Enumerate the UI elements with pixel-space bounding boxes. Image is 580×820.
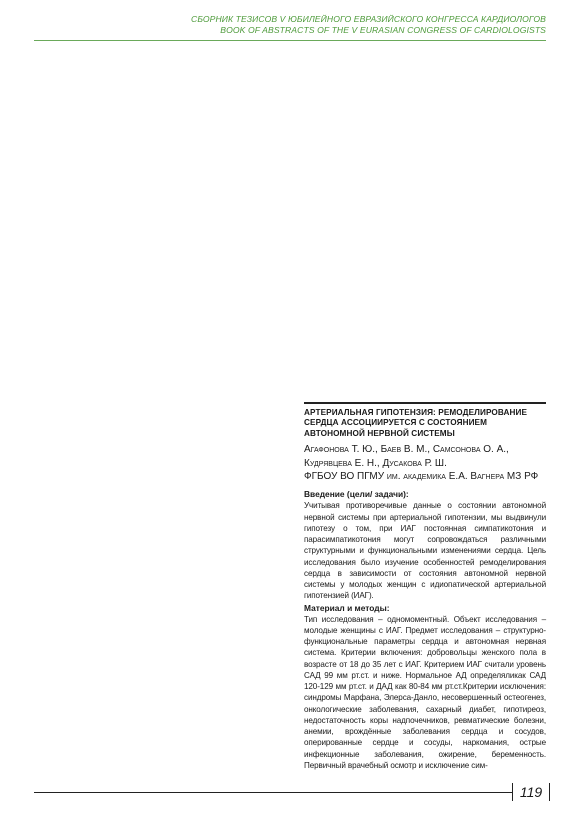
authors-line-2: Кудрявцева Е. Н., Дусакова Р. Ш.	[304, 457, 447, 469]
section-text-methods: Тип исследования – одномоментный. Объект исследования – молодые женщины с ИАГ. Предмет исследования – структурно-функциональные параметры сердца и автономная нервная система. Критерии включения: добровольцы женского пола в возрасте от 18 до 35 лет с ИАГ. Критерием ИАГ считали уровень САД 99 мм рт.ст. и ниже. Нормальное АД определяликак САД 120-129 мм рт.ст. и ДАД как 80-84 мм рт.ст.Критерии исключения: синдромы Марфана, Элерса-Данло, несовершенный остеогенез, онкологические заболевания, сахарный диабет, гипотиреоз, недостаточность коры надпочечников, ревматические болезни, анемии, врождённые заболевания сердца и сосудов, оперированные сердце и сосуды, наркомания, острые инфекционные заболевания, ожирение, беременность. Первичный врачебный осмотр и исключение сим-	[304, 614, 546, 770]
footer-rule	[34, 792, 512, 793]
running-header	[60, 14, 546, 36]
column-top-rule	[304, 402, 546, 404]
article-title: АРТЕРИАЛЬНАЯ ГИПОТЕНЗИЯ: РЕМОДЕЛИРОВАНИЕ СЕРДЦА АССОЦИИРУЕТСЯ С СОСТОЯНИЕМ АВТОНОМНОЙ НЕРВНОЙ СИСТЕМЫ	[304, 408, 528, 438]
abstract-column	[304, 402, 546, 772]
authors-line-1: Агафонова Т. Ю., Баев В. М., Самсонова О. А.,	[304, 444, 509, 456]
section-heading-introduction: Введение (цели/ задачи):	[304, 489, 409, 500]
section-heading-methods: Материал и методы:	[304, 602, 390, 613]
affiliation: ФГБОУ ВО ПГМУ им. академика Е.А. Вагнера МЗ РФ	[304, 471, 539, 483]
header-title-ru: СБОРНИК ТЕЗИСОВ V ЮБИЛЕЙНОГО ЕВРАЗИЙСКОГО КОНГРЕССА КАРДИОЛОГОВ	[191, 14, 546, 24]
page-number: 119	[512, 783, 550, 801]
header-title-en: BOOK OF ABSTRACTS OF THE V EURASIAN CONGRESS OF CARDIOLOGISTS	[220, 25, 546, 35]
header-rule	[34, 40, 546, 41]
section-text-introduction: Учитывая противоречивые данные о состоянии автономной нервной системы при артериальной гипотензии, мы выдвинули гипотезу о том, при ИАГ постоянная симпатикотония и парасимпатикотония могут сопровождаться различными структурными и функциональными изменениями сердца. Цель исследования было изучение особенностей ремоделирования сердца в зависимости от состояния автономной нервной системы у молодых женщин с идиопатической артериальной гипотензией (ИАГ).	[304, 501, 546, 601]
